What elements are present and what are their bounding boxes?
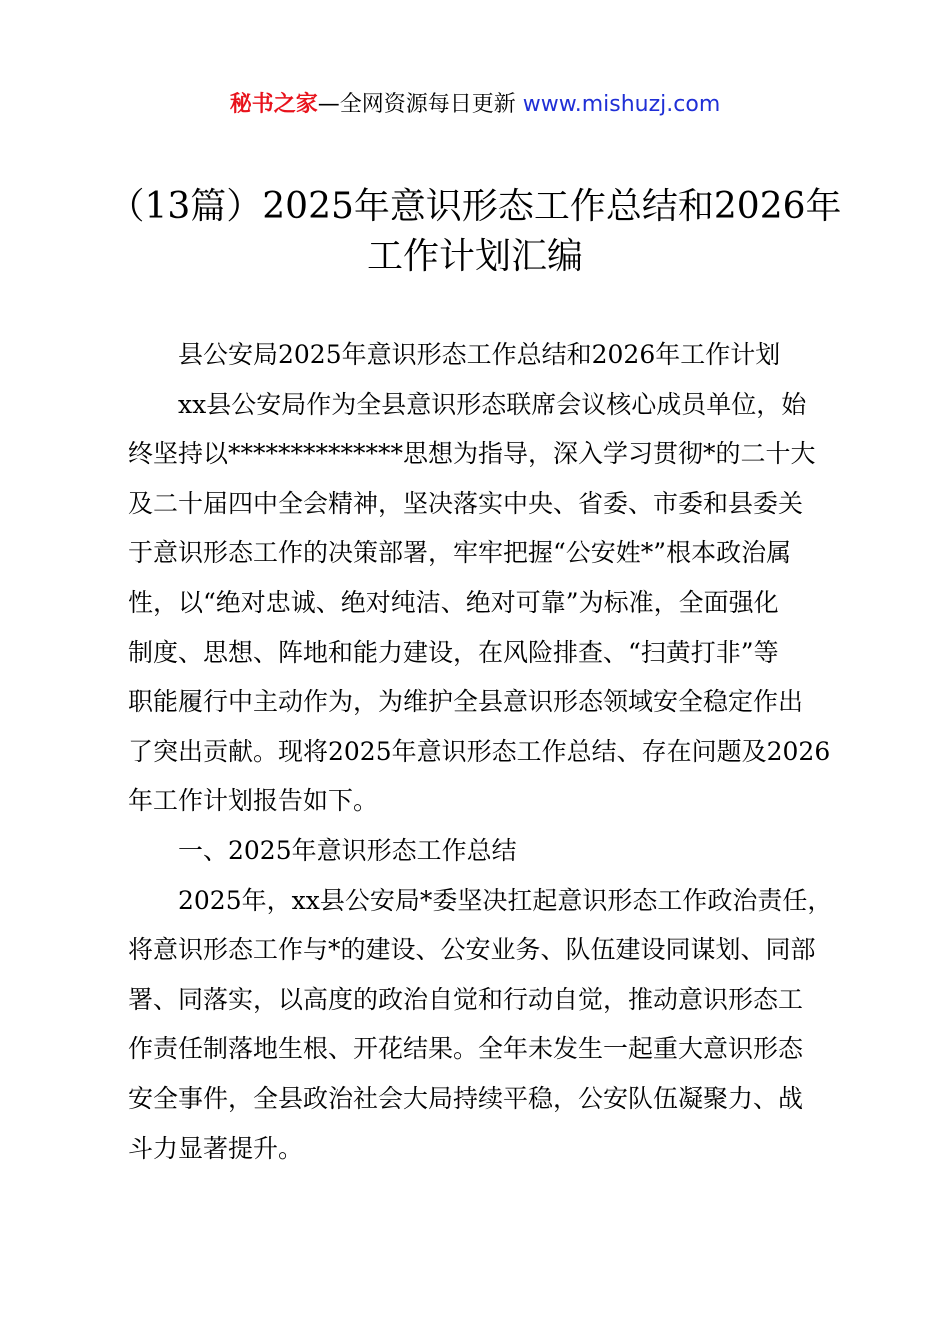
section-line: 将意识形态工作与*的建设、公安业务、队伍建设同谋划、同部 <box>128 935 816 965</box>
intro-line: 制度、思想、阵地和能力建设，在风险排查、“扫黄打非”等 <box>128 637 779 667</box>
document-title <box>100 182 850 282</box>
section-line: 署、同落实，以高度的政治自觉和行动自觉，推动意识形态工 <box>128 984 804 1014</box>
section-heading: 一、2025年意识形态工作总结 <box>178 835 517 865</box>
site-header <box>0 88 950 122</box>
document-body <box>128 330 834 1173</box>
subtitle: 县公安局2025年意识形态工作总结和2026年工作计划 <box>178 340 781 369</box>
intro-line: 年工作计划报告如下。 <box>128 786 379 816</box>
intro-line: 及二十届四中全会精神，坚决落实中央、省委、市委和县委关 <box>128 488 804 518</box>
section-line: 作责任制落地生根、开花结果。全年未发生一起重大意识形态 <box>128 1034 804 1064</box>
section-line: 2025年，xx县公安局*委坚决扛起意识形态工作政治责任， <box>178 885 833 915</box>
title-line-2: 工作计划汇编 <box>366 236 583 277</box>
intro-line: 职能履行中主动作为，为维护全县意识形态领域安全稳定作出 <box>128 687 804 717</box>
intro-paragraph <box>128 380 834 826</box>
section-line: 安全事件，全县政治社会大局持续平稳，公安队伍凝聚力、战 <box>128 1083 804 1113</box>
section-line: 斗力显著提升。 <box>128 1133 304 1163</box>
header-tagline: —全网资源每日更新 <box>317 92 523 117</box>
intro-line: 终坚持以**************思想为指导，深入学习贯彻*的二十大 <box>128 439 816 469</box>
brand-name: 秘书之家 <box>229 92 318 117</box>
section-paragraph <box>128 876 834 1174</box>
intro-line: 于意识形态工作的决策部署，牢牢把握“公安姓*”根本政治属 <box>128 538 792 568</box>
site-url-link[interactable]: www.mishuzj.com <box>522 92 721 117</box>
title-line-1: （13篇）2025年意识形态工作总结和2026年 <box>108 186 842 227</box>
intro-line: 了突出贡献。现将2025年意识形态工作总结、存在问题及2026 <box>128 736 831 766</box>
intro-line: xx县公安局作为全县意识形态联席会议核心成员单位，始 <box>178 389 807 419</box>
intro-line: 性，以“绝对忠诚、绝对纯洁、绝对可靠”为标准，全面强化 <box>128 587 779 617</box>
